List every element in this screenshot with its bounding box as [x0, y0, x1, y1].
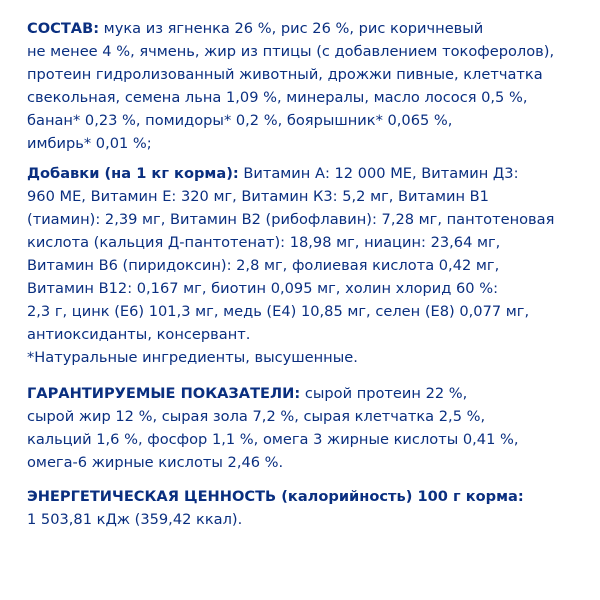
guaranteed-line: сырой жир 12 %, сырая зола 7,2 %, сырая клетчатка 2,5 %,	[27, 408, 486, 425]
composition-section	[27, 17, 593, 155]
composition-line: не менее 4 %, ячмень, жир из птицы (с добавлением токоферолов),	[27, 43, 555, 60]
composition-first-line	[27, 17, 593, 40]
energy-line: 1 503,81 кДж (359,42 ккал).	[27, 511, 243, 528]
guaranteed-first-line	[27, 382, 593, 405]
additives-line: кислота (кальция Д-пантотенат): 18,98 мг, ниацин: 23,64 мг,	[27, 234, 501, 251]
additives-line: (тиамин): 2,39 мг, Витамин В2 (рибофлавин): 7,28 мг, пантотеновая	[27, 211, 555, 228]
energy-value-section	[27, 485, 593, 531]
composition-first-line-text: мука из ягненка 26 %, рис 26 %, рис коричневый	[99, 20, 484, 37]
guaranteed-analysis-section	[27, 382, 593, 474]
additives-line: Витамин В12: 0,167 мг, биотин 0,095 мг, холин хлорид 60 %:	[27, 280, 498, 297]
composition-line: протеин гидролизованный животный, дрожжи пивные, клетчатка	[27, 66, 543, 83]
guaranteed-heading: ГАРАНТИРУЕМЫЕ ПОКАЗАТЕЛИ:	[27, 385, 301, 402]
ingredients-document	[27, 17, 593, 531]
additives-line: Витамин В6 (пиридоксин): 2,8 мг, фолиевая кислота 0,42 мг,	[27, 257, 500, 274]
additives-line: 2,3 г, цинк (Е6) 101,3 мг, медь (Е4) 10,85 мг, селен (Е8) 0,077 мг,	[27, 303, 530, 320]
composition-heading: СОСТАВ:	[27, 20, 100, 37]
additives-line: 960 МЕ, Витамин Е: 320 мг, Витамин К3: 5,2 мг, Витамин В1	[27, 188, 489, 205]
guaranteed-line: омега-6 жирные кислоты 2,46 %.	[27, 454, 284, 471]
additives-first-line	[27, 162, 593, 185]
energy-heading: ЭНЕРГЕТИЧЕСКАЯ ЦЕННОСТЬ (калорийность) 100 г корма:	[27, 488, 524, 505]
composition-line: банан* 0,23 %, помидоры* 0,2 %, боярышник* 0,065 %,	[27, 112, 453, 129]
additives-section	[27, 162, 593, 369]
additives-heading: Добавки (на 1 кг корма):	[27, 165, 239, 182]
additives-first-line-text: Витамин А: 12 000 МЕ, Витамин Д3:	[238, 165, 519, 182]
additives-line: антиоксиданты, консервант.	[27, 326, 251, 343]
guaranteed-first-line-text: сырой протеин 22 %,	[300, 385, 468, 402]
natural-ingredients-note: *Натуральные ингредиенты, высушенные.	[27, 349, 358, 366]
guaranteed-line: кальций 1,6 %, фосфор 1,1 %, омега 3 жирные кислоты 0,41 %,	[27, 431, 519, 448]
composition-line: свекольная, семена льна 1,09 %, минералы, масло лосося 0,5 %,	[27, 89, 528, 106]
composition-line: имбирь* 0,01 %;	[27, 135, 152, 152]
